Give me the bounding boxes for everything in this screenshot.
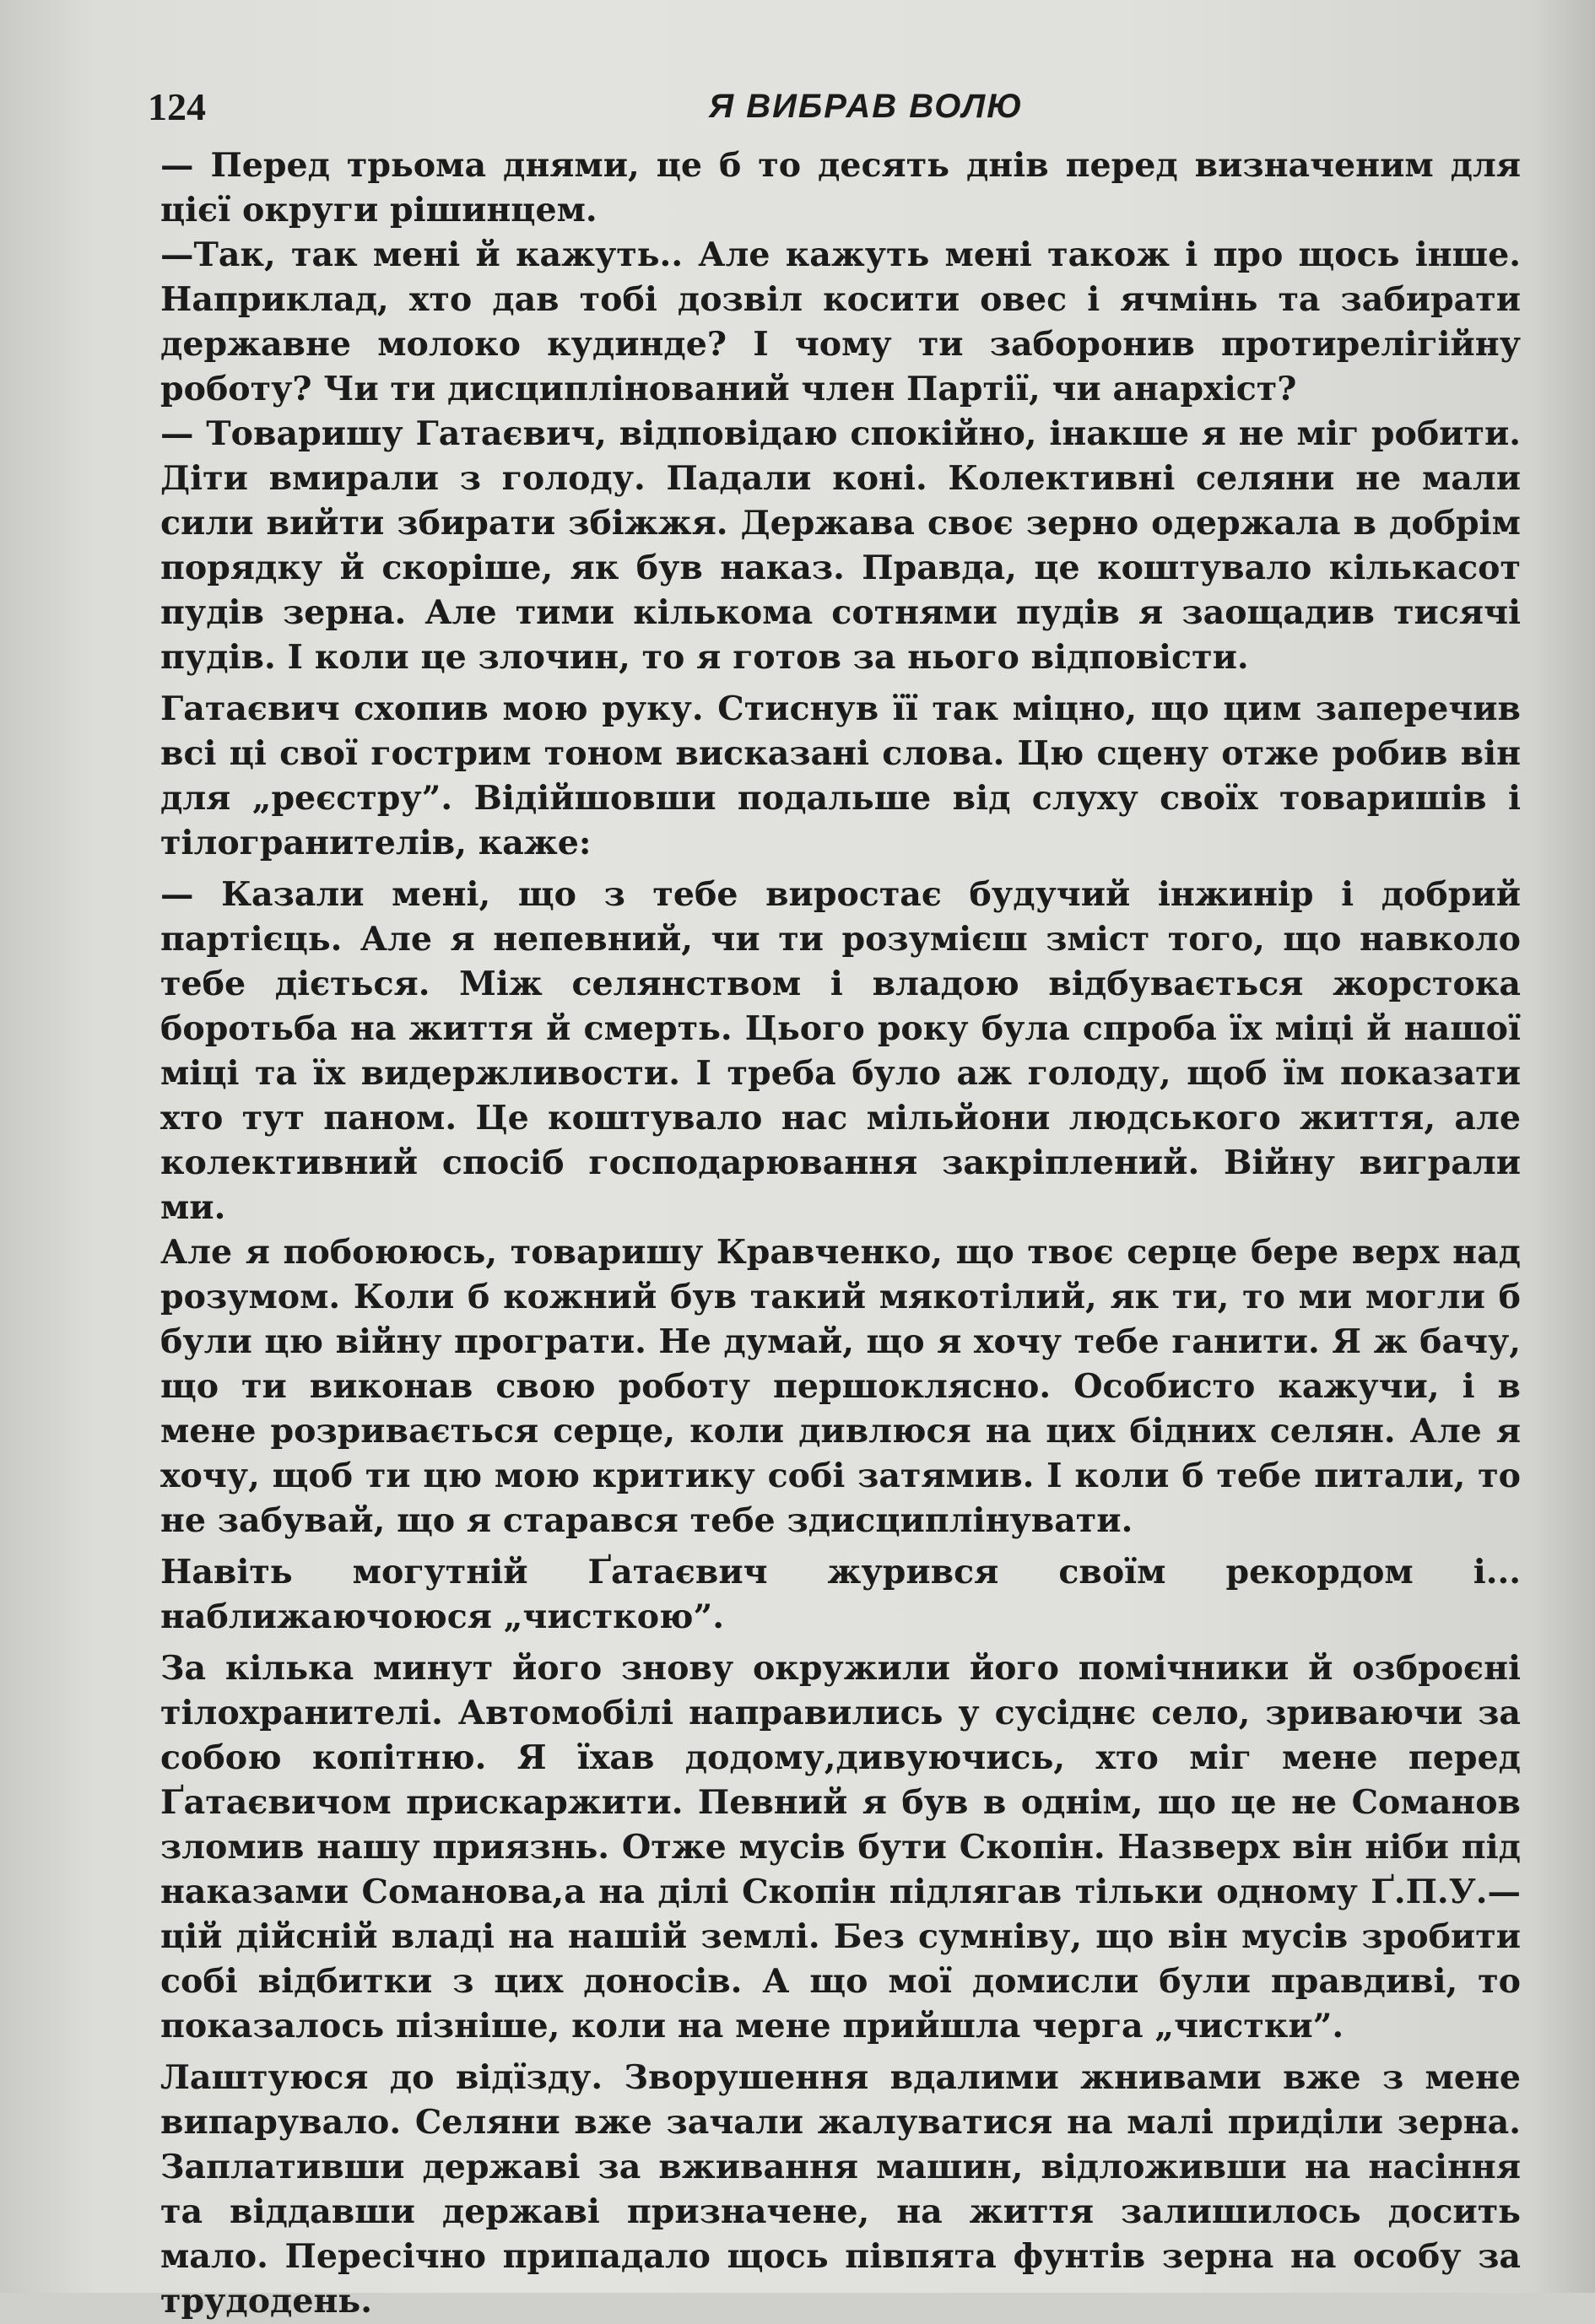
paragraph: — Перед трьома днями, це б то десять днів перед визначеним для цієї округи рішинцем. (160, 146, 1521, 230)
paragraph: — Казали мені, що з тебе виростає будучий інжинір і добрий партієць. Але я непевний, чи ти розумієш зміст того, що навколо тебе діється. Між селянством і владою відбувається жорстока боротьба на життя й смерть. Цього року була спроба їх міці й нашої міці та їх видержливости. І треба було аж голоду, щоб їм показати хто тут паном. Це коштувало нас мільйони людського життя, але колективний спосіб господарювання закріплений. Війну виграли ми. (160, 875, 1521, 1227)
paragraph: Але я побоююсь, товаришу Кравченко, що твоє серце бере верх над розумом. Коли б кожний був такий мякотілий, як ти, то ми могли б були цю війну програти. Не думай, що я хочу тебе ганити. Я ж бачу, що ти виконав свою роботу першоклясно. Особисто кажучи, і в мене розривається серце, коли дивлюся на цих бідних селян. Але я хочу, щоб ти цю мою критику собі затямив. І коли б тебе питали, то не забувай, що я старався тебе здисциплінувати. (160, 1233, 1521, 1540)
paragraph: —Так, так мені й кажуть.. Але кажуть мені також і про щось інше. Наприклад, хто дав тобі дозвіл косити овес і ячмінь та забирати державне молоко кудинде? І чому ти заборонив протирелігійну роботу? Чи ти дисциплінований член Партії, чи анархіст? (160, 235, 1521, 408)
page-number: 124 (148, 85, 206, 128)
paragraph: Лаштуюся до відїзду. Зворушення вдалими жнивами вже з мене випарувало. Селяни вже зачали жалуватися на малі приділи зерна. Заплативши державі за вживання машин, відложивши на насіння та віддавши державі призначене, на життя залишилось досить мало. Пересічно припадало щось півпята фунтів зерна на особу за трудодень. (160, 2058, 1521, 2321)
page-body (160, 143, 1521, 2324)
page-header (139, 78, 1532, 137)
paragraph: Гатаєвич схопив мою руку. Стиснув її так міцно, що цим заперечив всі ці свої гострим тоном висказані слова. Цю сцену отже робив він для „реєстру”. Відійшовши подальше від слуху своїх товаришів і тілогранителів, каже: (160, 689, 1521, 862)
paragraph: Навіть могутній Ґатаєвич журився своїм рекордом і... наближаючоюся „чисткою”. (160, 1553, 1521, 1636)
paragraph: — Товаришу Гатаєвич, відповідаю спокійно, інакше я не міг робити. Діти вмирали з голоду. Падали коні. Колективні селяни не мали сили вийти збирати збіжжя. Держава своє зерно одержала в добрім порядку й скоріше, як був наказ. Правда, це коштувало кількасот пудів зерна. Але тими кількома сотнями пудів я заощадив тисячі пудів. І коли це злочин, то я готов за нього відповісти. (160, 414, 1521, 677)
running-title: Я ВИБРАВ ВОЛЮ (709, 88, 1024, 125)
paragraph: За кілька минут його знову окружили його помічники й озброєні тілохранителі. Автомобілі направились у сусіднє село, зриваючи за собою копітню. Я їхав додому,дивуючись, хто міг мене перед Ґатаєвичом прискаржити. Певний я був в однім, що це не Соманов зломив нашу приязнь. Отже мусів бути Скопін. Назверх він ніби під наказами Соманова,а на ділі Скопін підлягав тільки одному Ґ.П.У.— цій дійсній владі на нашій землі. Без сумніву, що він мусів зробити собі відбитки з цих доносів. А що мої домисли були правдиві, то показалось пізніше, коли на мене прийшла черга „чистки”. (160, 1649, 1521, 2046)
